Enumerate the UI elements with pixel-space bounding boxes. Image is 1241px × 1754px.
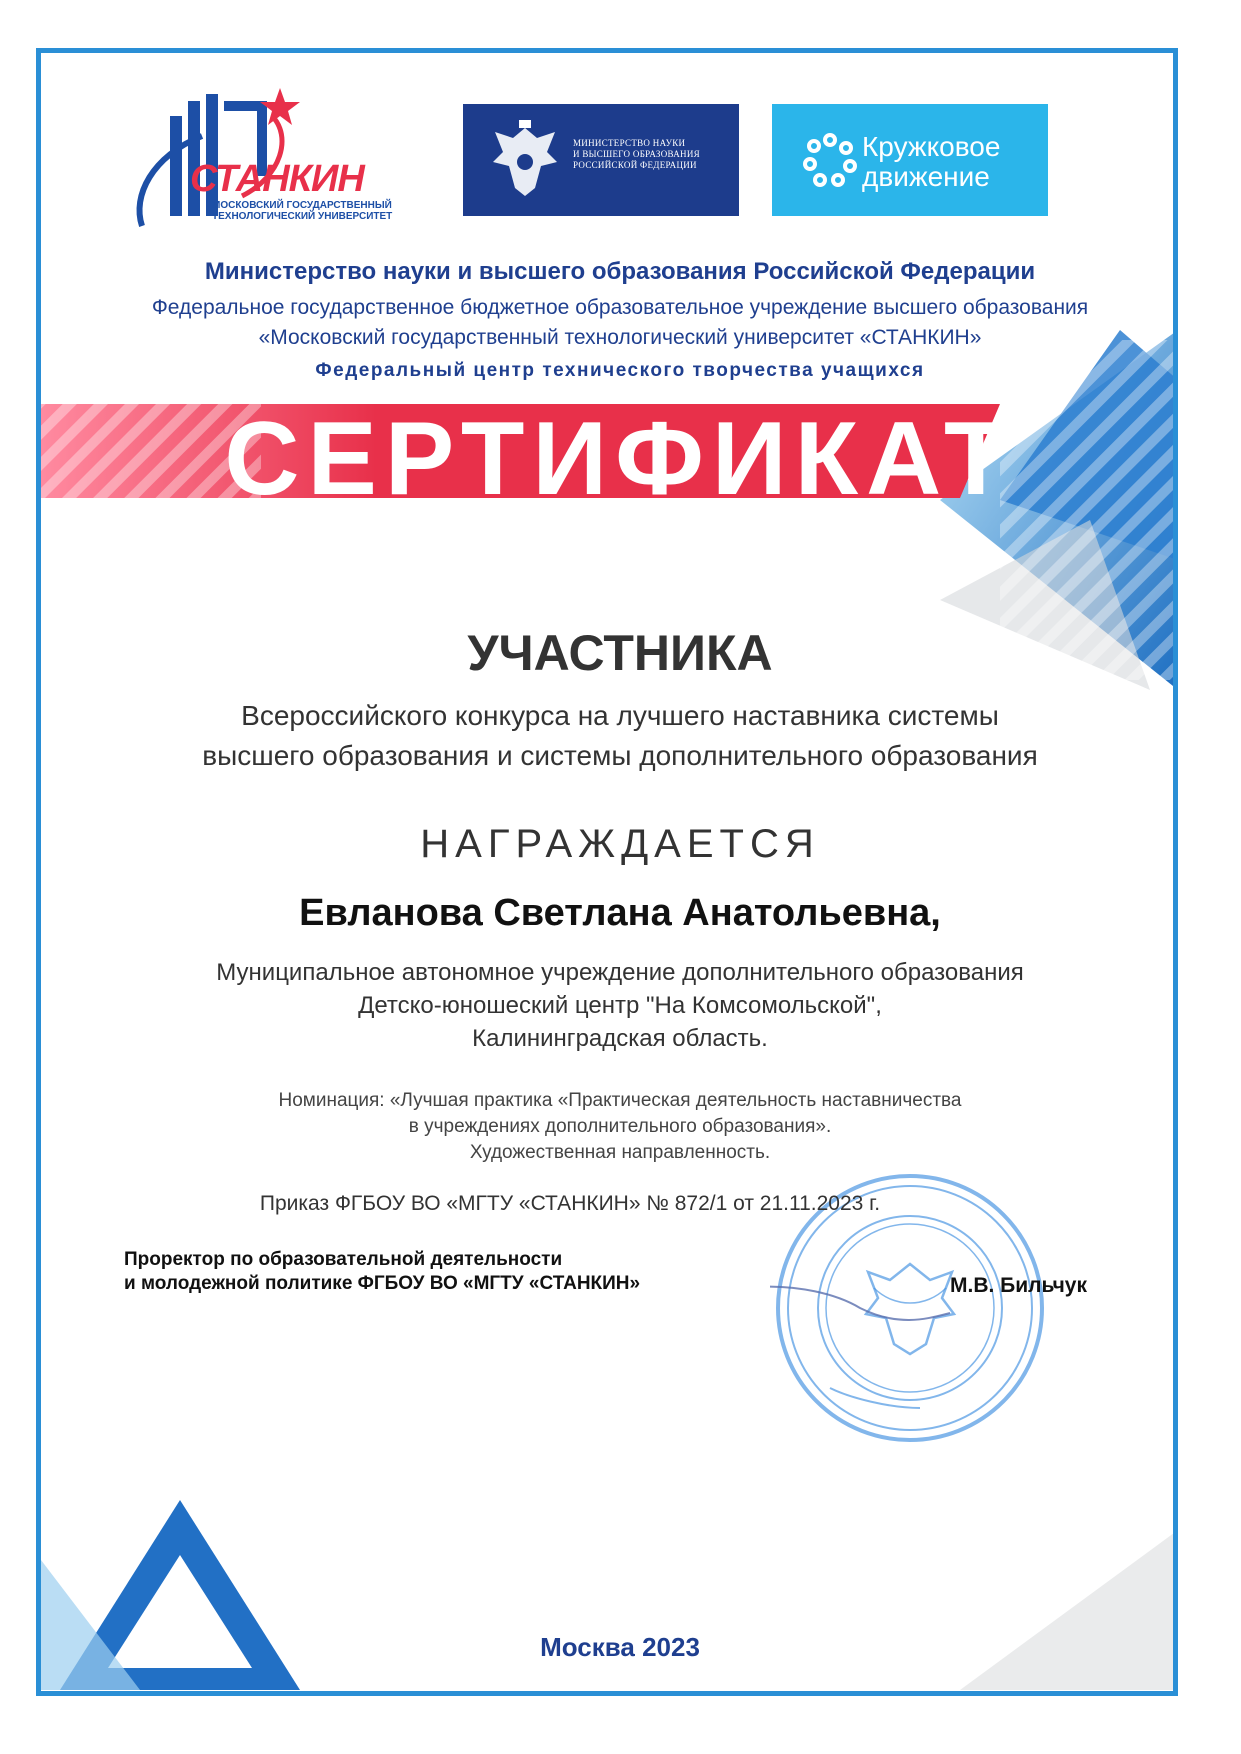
- signatory-title-line1: Проректор по образовательной деятельности: [124, 1249, 563, 1270]
- contest-line1: Всероссийского конкурса на лучшего наставника системы: [241, 700, 999, 731]
- org-line3: Калининградская область.: [472, 1025, 768, 1052]
- signatory-title-line2: и молодежной политике ФГБОУ ВО «МГТУ «СТАНКИН»: [124, 1273, 641, 1294]
- certificate-title: СЕРТИФИКАТ: [224, 401, 1016, 517]
- nomination-line2: в учреждениях дополнительного образования».: [408, 1116, 832, 1137]
- circle-dots-icon: [802, 132, 858, 188]
- contest-description: [120, 696, 1120, 776]
- double-headed-eagle-icon: [485, 118, 565, 202]
- org-line2: Детско-юношеский центр "На Комсомольской",: [358, 992, 882, 1019]
- city-year: Москва 2023: [540, 1632, 700, 1662]
- kruzhok-logo: [772, 104, 1048, 216]
- recipient-name: Евланова Светлана Анатольевна,: [299, 892, 941, 934]
- signatory-title: [124, 1248, 684, 1296]
- signatory-name: М.В. Бильчук: [950, 1274, 1087, 1297]
- stankin-logo-line2: ТЕХНОЛОГИЧЕСКИЙ УНИВЕРСИТЕТ: [212, 211, 393, 222]
- handwritten-signature: [770, 1287, 950, 1320]
- certificate-subtitle: УЧАСТНИКА: [467, 625, 773, 681]
- ministry-logo-text: [573, 138, 733, 171]
- contest-line2: высшего образования и системы дополнительного образования: [202, 740, 1038, 771]
- header-ministry: Министерство науки и высшего образования Российской Федерации: [204, 258, 1036, 285]
- kruzhok-logo-line1: Кружковое: [862, 131, 1001, 162]
- stankin-logo-caption: [212, 200, 392, 222]
- ministry-logo-line3: РОССИЙСКОЙ ФЕДЕРАЦИИ: [573, 160, 697, 170]
- stankin-logo-line1: МОСКОВСКИЙ ГОСУДАРСТВЕННЫЙ: [212, 200, 392, 211]
- order-reference: Приказ ФГБОУ ВО «МГТУ «СТАНКИН» № 872/1 от 21.11.2023 г.: [259, 1192, 881, 1215]
- ministry-logo-line1: МИНИСТЕРСТВО НАУКИ: [573, 138, 686, 148]
- header-university: «Московский государственный технологический университет «СТАНКИН»: [258, 326, 982, 349]
- nomination-line3: Художественная направленность.: [469, 1142, 771, 1163]
- recipient-organization: [120, 956, 1120, 1055]
- kruzhok-logo-line2: движение: [862, 161, 990, 192]
- stankin-logo: [122, 86, 422, 246]
- header-center: Федеральный центр технического творчества учащихся: [315, 360, 925, 381]
- stankin-logo-name: СТАНКИН: [190, 158, 364, 200]
- nomination: [120, 1088, 1120, 1166]
- kruzhok-logo-text: [862, 132, 1000, 192]
- nomination-line1: Номинация: «Лучшая практика «Практическая деятельность наставничества: [278, 1090, 962, 1111]
- ministry-logo-line2: И ВЫСШЕГО ОБРАЗОВАНИЯ: [573, 149, 700, 159]
- awarded-label: НАГРАЖДАЕТСЯ: [420, 822, 820, 866]
- ministry-logo: [463, 104, 739, 216]
- org-line1: Муниципальное автономное учреждение дополнительного образования: [216, 959, 1024, 986]
- header-institution-type: Федеральное государственное бюджетное образовательное учреждение высшего образования: [151, 296, 1089, 319]
